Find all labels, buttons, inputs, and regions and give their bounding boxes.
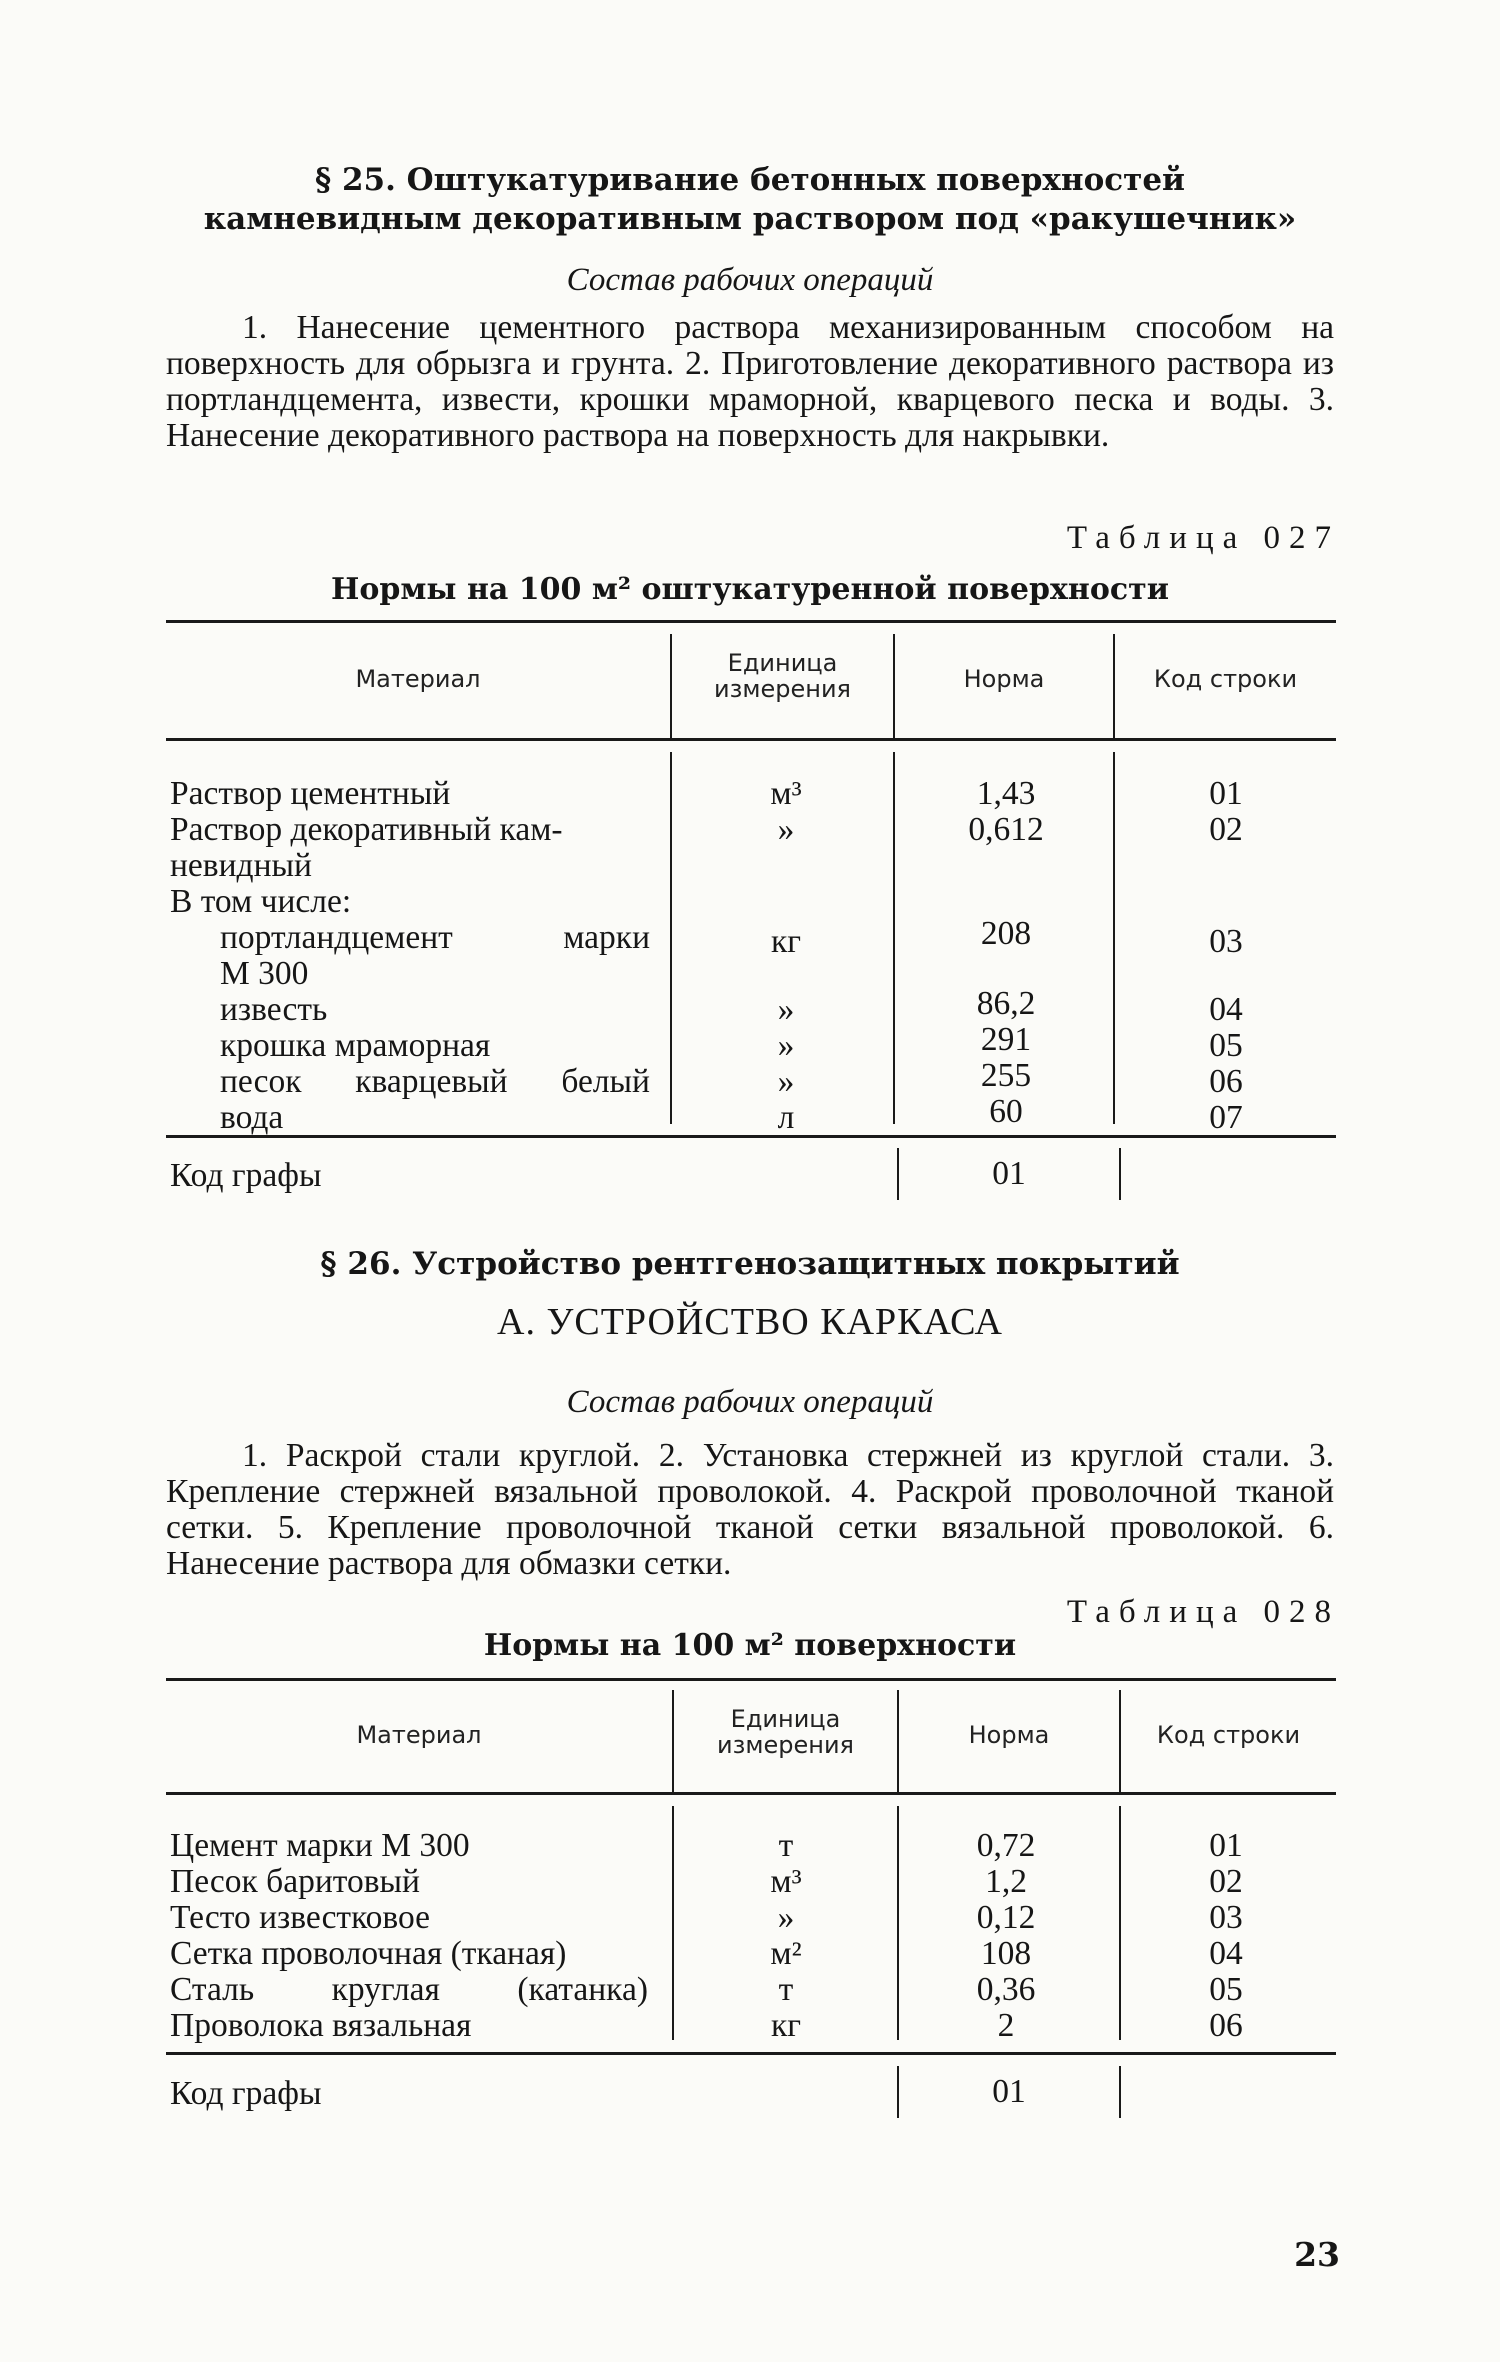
row-code: 04: [1209, 1935, 1243, 1972]
row-material-word: круглая: [331, 1971, 440, 2008]
table-rule: [166, 2052, 1336, 2055]
row-unit: м³: [770, 1863, 802, 1900]
row-unit: »: [777, 1063, 795, 1100]
header-code: Код строки: [1153, 665, 1298, 693]
row-material-word: Сталь: [170, 1971, 255, 2008]
row-norm: 0,612: [968, 811, 1044, 848]
column-divider: [897, 1806, 899, 2040]
row-norm: 255: [980, 1057, 1032, 1094]
row-material-word: портландцемент: [220, 919, 453, 956]
row-material: [220, 920, 650, 956]
header-material: Материал: [356, 1721, 482, 1749]
row-code: 05: [1209, 1971, 1243, 2008]
footer-value: 01: [992, 1155, 1026, 1192]
section-26-subtitle: А. УСТРОЙСТВО КАРКАСА: [497, 1301, 1003, 1343]
table-027-title: Нормы на 100 м² оштукатуренной поверхности: [331, 572, 1169, 607]
table-028: [166, 1678, 1336, 2138]
row-material: вода: [220, 1099, 284, 1136]
row-code: 01: [1209, 775, 1243, 812]
section-25-title-line2: камневидным декоративным раствором под «ракушечник»: [203, 201, 1297, 237]
header-unit-line2: измерения: [714, 675, 851, 703]
row-code: 02: [1209, 1863, 1243, 1900]
table-028-title: Нормы на 100 м² поверхности: [483, 1628, 1017, 1663]
row-code: 05: [1209, 1027, 1243, 1064]
row-unit: м³: [770, 775, 802, 812]
table-rule: [166, 1792, 1336, 1795]
row-code: 07: [1209, 1099, 1243, 1136]
header-unit-line2: измерения: [717, 1731, 854, 1759]
column-divider: [672, 1806, 674, 2040]
row-code: 03: [1209, 923, 1243, 960]
row-material: Раствор декоративный кам-: [170, 811, 563, 848]
row-material: Проволока вязальная: [170, 2007, 472, 2044]
row-unit: »: [777, 811, 795, 848]
header-code: Код строки: [1156, 1721, 1301, 1749]
column-divider: [1119, 1148, 1121, 1200]
row-material-cont: невидный: [170, 847, 312, 884]
table-rule: [166, 1678, 1336, 1681]
header-norm: Норма: [968, 1721, 1050, 1749]
table-rule: [166, 620, 1336, 623]
row-material: [170, 1972, 648, 2008]
section-26-title: § 26. Устройство рентгенозащитных покрытий: [320, 1246, 1180, 1282]
column-divider: [1113, 752, 1115, 1124]
row-unit: т: [778, 1827, 794, 1864]
row-unit: »: [777, 1899, 795, 1936]
row-norm: 291: [980, 1021, 1032, 1058]
header-material: Материал: [355, 665, 481, 693]
row-code: 03: [1209, 1899, 1243, 1936]
section-26-operations-title: Состав рабочих операций: [566, 1384, 934, 1420]
table-027: [166, 620, 1336, 1210]
row-unit: м²: [770, 1935, 802, 1972]
column-divider: [1119, 2066, 1121, 2118]
row-material: известь: [220, 991, 328, 1028]
row-norm: 1,2: [985, 1863, 1027, 1900]
row-unit: л: [777, 1099, 795, 1136]
row-code: 06: [1209, 1063, 1243, 1100]
row-unit: »: [777, 991, 795, 1028]
row-material-cont: М 300: [220, 955, 309, 992]
table-027-label: Таблица 027: [1066, 520, 1340, 556]
column-divider: [670, 752, 672, 1124]
section-25-operations-text: 1. Нанесение цементного раствора механизированным способом на поверхность для обрызга и грунта. 2. Приготовление декоративного раствора из портландцемента, извести, крошки мраморной, кварцевого песка и воды. 3. Нанесение декоративного раствора на поверхность для накрывки.: [166, 309, 1334, 454]
row-material-word: кварцевый: [355, 1063, 508, 1100]
row-material: Раствор цементный: [170, 775, 451, 812]
row-material-word: песок: [220, 1063, 302, 1100]
table-rule: [166, 738, 1336, 741]
row-material: Цемент марки М 300: [170, 1827, 470, 1864]
row-material: Сетка проволочная (тканая): [170, 1935, 567, 1972]
row-unit: кг: [770, 2007, 802, 2044]
header-unit-line1: Единица: [727, 649, 838, 677]
row-material-word: (катанка): [517, 1971, 648, 2008]
section-26-operations-text: 1. Раскрой стали круглой. 2. Установка стержней из круглой стали. 3. Крепление стержней вязальной проволокой. 4. Раскрой проволочной тканой сетки. 5. Крепление проволочной тканой сетки вязальной проволокой. 6. Нанесение раствора для обмазки сетки.: [166, 1437, 1334, 1582]
row-code: 01: [1209, 1827, 1243, 1864]
row-code: 04: [1209, 991, 1243, 1028]
row-material: Песок баритовый: [170, 1863, 420, 1900]
row-norm: 86,2: [976, 985, 1036, 1022]
row-material: Тесто известковое: [170, 1899, 431, 1936]
row-unit: т: [778, 1971, 794, 2008]
table-028-label: Таблица 028: [1066, 1594, 1340, 1630]
footer-label: Код графы: [170, 1157, 322, 1194]
row-norm: 60: [989, 1093, 1023, 1130]
row-code: 06: [1209, 2007, 1243, 2044]
row-material-word: белый: [561, 1063, 650, 1100]
row-material-word: марки: [563, 919, 650, 956]
row-unit: »: [777, 1027, 795, 1064]
row-norm: 0,72: [976, 1827, 1036, 1864]
column-divider: [1119, 1806, 1121, 2040]
row-material: [220, 1064, 650, 1100]
section-25-title-line1: § 25. Оштукатуривание бетонных поверхностей: [314, 162, 1186, 198]
row-norm: 2: [997, 2007, 1015, 2044]
row-unit: кг: [770, 923, 802, 960]
row-code: 02: [1209, 811, 1243, 848]
header-unit-line1: Единица: [730, 1705, 841, 1733]
row-material: крошка мраморная: [220, 1027, 491, 1064]
footer-value: 01: [992, 2073, 1026, 2110]
page-number: 23: [1294, 2235, 1340, 2274]
footer-label: Код графы: [170, 2075, 322, 2112]
row-norm: 0,12: [976, 1899, 1036, 1936]
row-norm: 1,43: [976, 775, 1036, 812]
row-norm: 0,36: [976, 1971, 1036, 2008]
row-norm: 108: [980, 1935, 1032, 1972]
row-norm: 208: [980, 915, 1032, 952]
section-25-operations-title: Состав рабочих операций: [566, 262, 934, 298]
header-norm: Норма: [963, 665, 1045, 693]
row-group-label: В том числе:: [170, 883, 352, 920]
